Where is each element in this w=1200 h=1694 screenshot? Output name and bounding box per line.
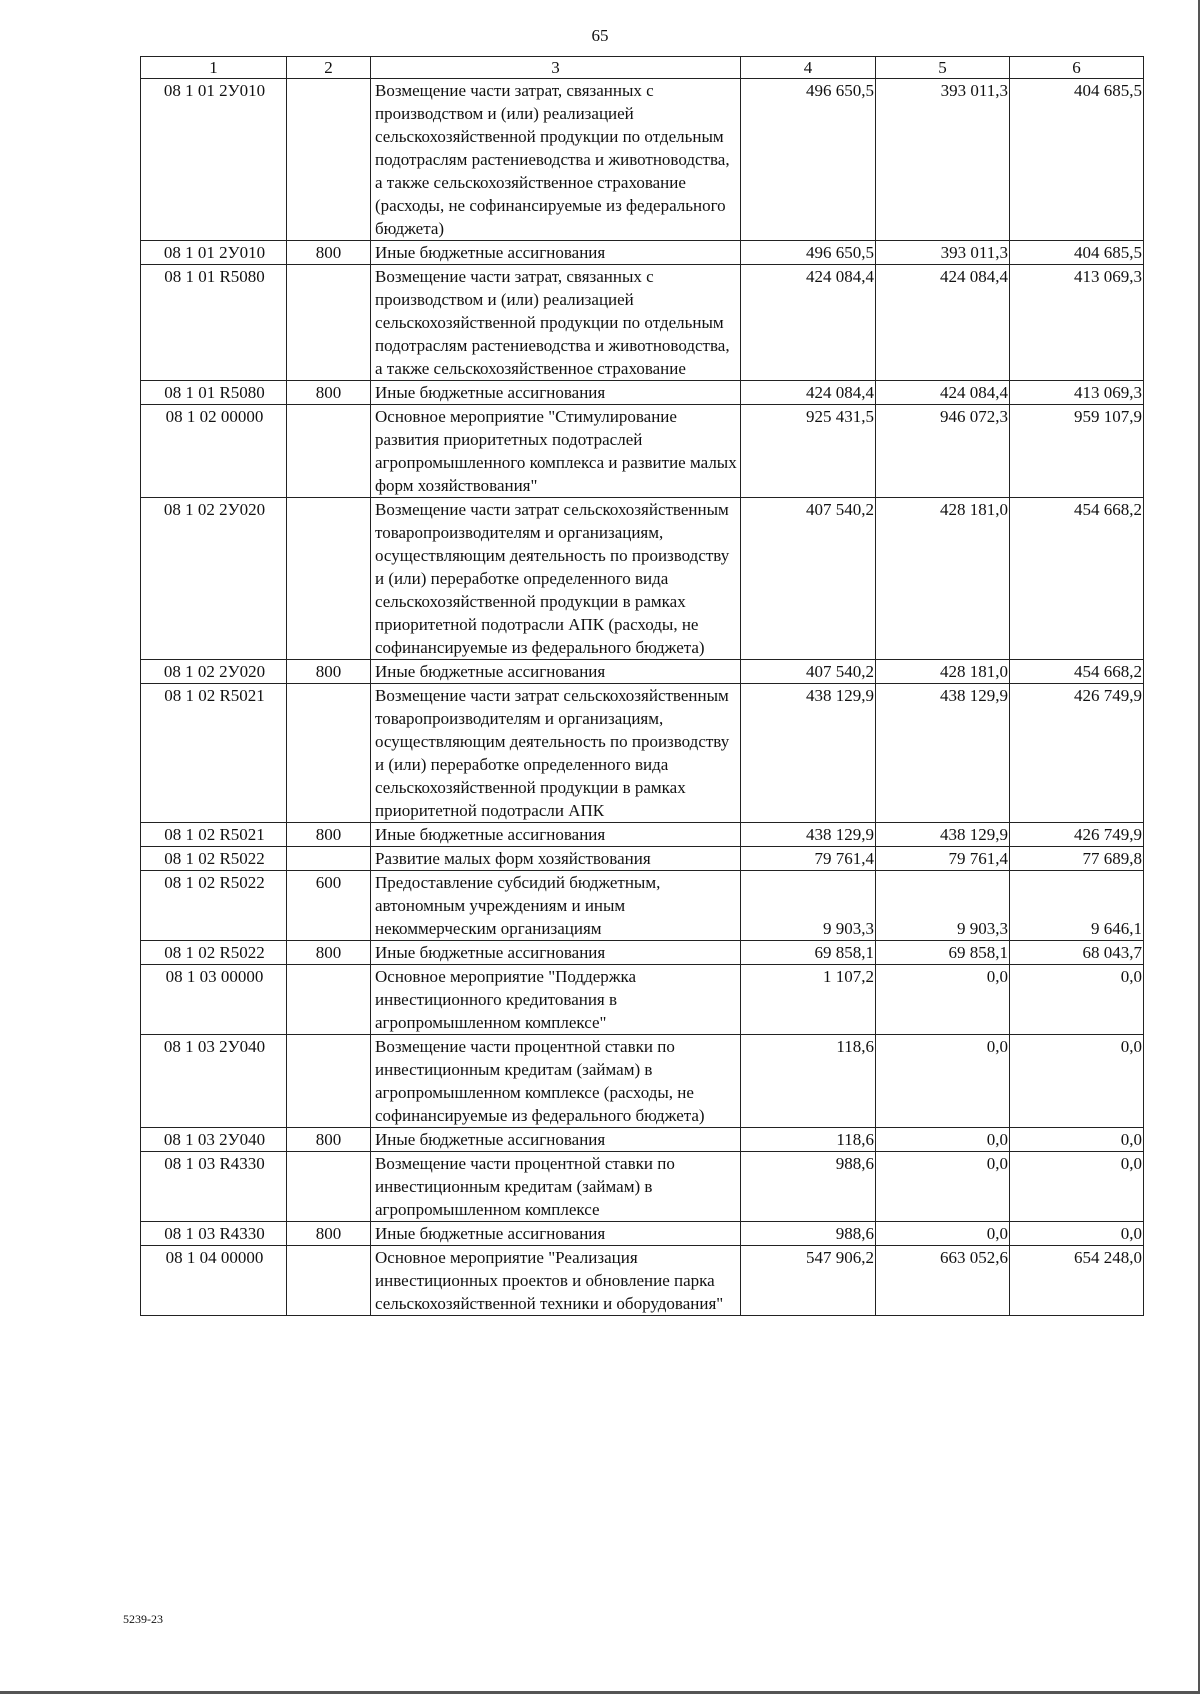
cell-name: Возмещение части затрат, связанных с производством и (или) реализацией сельскохозяйственной продукции по отдельным подотраслям растениеводства и животноводства, а также сельскохозяйственное страхование (расходы, не софинансируемые из федерального бюджета) <box>371 79 741 241</box>
table-row <box>141 941 1144 965</box>
cell-code: 08 1 03 R4330 <box>141 1222 287 1246</box>
cell-value-col5: 424 084,4 <box>876 381 1010 405</box>
cell-code: 08 1 02 R5021 <box>141 823 287 847</box>
cell-value-col6: 404 685,5 <box>1010 79 1144 241</box>
column-header-5: 5 <box>876 57 1010 79</box>
cell-expense-type: 600 <box>287 871 371 941</box>
cell-value-col6: 0,0 <box>1010 1035 1144 1128</box>
page-number: 65 <box>591 26 609 45</box>
cell-value-col4: 424 084,4 <box>741 265 876 381</box>
cell-value-col5: 438 129,9 <box>876 684 1010 823</box>
cell-value-col6: 959 107,9 <box>1010 405 1144 498</box>
table-row <box>141 871 1144 941</box>
cell-expense-type <box>287 965 371 1035</box>
cell-name: Иные бюджетные ассигнования <box>371 941 741 965</box>
cell-value-col5: 0,0 <box>876 1152 1010 1222</box>
cell-value-col5: 428 181,0 <box>876 498 1010 660</box>
cell-expense-type <box>287 1035 371 1128</box>
cell-value-col4: 496 650,5 <box>741 241 876 265</box>
cell-value-col5: 69 858,1 <box>876 941 1010 965</box>
cell-name: Иные бюджетные ассигнования <box>371 1222 741 1246</box>
cell-expense-type <box>287 405 371 498</box>
document-code: 5239-23 <box>123 1612 163 1626</box>
cell-value-col6: 454 668,2 <box>1010 660 1144 684</box>
column-header-3: 3 <box>371 57 741 79</box>
table-row <box>141 965 1144 1035</box>
table-row <box>141 498 1144 660</box>
cell-code: 08 1 02 R5021 <box>141 684 287 823</box>
cell-expense-type <box>287 847 371 871</box>
cell-expense-type: 800 <box>287 1222 371 1246</box>
cell-value-col4: 118,6 <box>741 1035 876 1128</box>
cell-name: Иные бюджетные ассигнования <box>371 381 741 405</box>
cell-name: Возмещение части затрат сельскохозяйственным товаропроизводителям и организациям, осуществляющим деятельность по производству и (или) переработке определенного вида сельскохозяйственной продукции в рамках приоритетной подотрасли АПК <box>371 684 741 823</box>
budget-table <box>140 56 1144 1316</box>
column-header-6: 6 <box>1010 57 1144 79</box>
cell-value-col5: 0,0 <box>876 1035 1010 1128</box>
cell-code: 08 1 01 R5080 <box>141 381 287 405</box>
cell-expense-type <box>287 79 371 241</box>
table-row <box>141 381 1144 405</box>
cell-value-col4: 118,6 <box>741 1128 876 1152</box>
cell-value-col6: 68 043,7 <box>1010 941 1144 965</box>
cell-expense-type: 800 <box>287 941 371 965</box>
cell-expense-type <box>287 1246 371 1316</box>
cell-value-col5: 0,0 <box>876 965 1010 1035</box>
cell-value-col5: 0,0 <box>876 1128 1010 1152</box>
cell-value-col5: 9 903,3 <box>876 871 1010 941</box>
cell-name: Предоставление субсидий бюджетным, автономным учреждениям и иным некоммерческим организациям <box>371 871 741 941</box>
cell-code: 08 1 02 00000 <box>141 405 287 498</box>
cell-value-col6: 0,0 <box>1010 1222 1144 1246</box>
cell-value-col6: 413 069,3 <box>1010 381 1144 405</box>
cell-value-col4: 547 906,2 <box>741 1246 876 1316</box>
cell-value-col4: 1 107,2 <box>741 965 876 1035</box>
cell-code: 08 1 03 R4330 <box>141 1152 287 1222</box>
cell-value-col4: 925 431,5 <box>741 405 876 498</box>
cell-code: 08 1 03 2У040 <box>141 1128 287 1152</box>
cell-value-col4: 9 903,3 <box>741 871 876 941</box>
cell-code: 08 1 03 2У040 <box>141 1035 287 1128</box>
cell-name: Иные бюджетные ассигнования <box>371 823 741 847</box>
cell-expense-type <box>287 1152 371 1222</box>
cell-value-col6: 413 069,3 <box>1010 265 1144 381</box>
cell-code: 08 1 01 R5080 <box>141 265 287 381</box>
table-row <box>141 241 1144 265</box>
table-row <box>141 405 1144 498</box>
cell-code: 08 1 03 00000 <box>141 965 287 1035</box>
cell-value-col6: 9 646,1 <box>1010 871 1144 941</box>
cell-name: Развитие малых форм хозяйствования <box>371 847 741 871</box>
column-header-2: 2 <box>287 57 371 79</box>
cell-value-col5: 438 129,9 <box>876 823 1010 847</box>
table-row <box>141 1152 1144 1222</box>
cell-name: Основное мероприятие "Реализация инвестиционных проектов и обновление парка сельскохозяйственной техники и оборудования" <box>371 1246 741 1316</box>
cell-value-col6: 426 749,9 <box>1010 823 1144 847</box>
cell-value-col5: 0,0 <box>876 1222 1010 1246</box>
cell-value-col5: 946 072,3 <box>876 405 1010 498</box>
cell-expense-type: 800 <box>287 1128 371 1152</box>
cell-value-col4: 496 650,5 <box>741 79 876 241</box>
table-row <box>141 1128 1144 1152</box>
cell-expense-type: 800 <box>287 381 371 405</box>
cell-expense-type <box>287 684 371 823</box>
column-header-4: 4 <box>741 57 876 79</box>
cell-name: Возмещение части процентной ставки по инвестиционным кредитам (займам) в агропромышленном комплексе (расходы, не софинансируемые из федерального бюджета) <box>371 1035 741 1128</box>
cell-value-col5: 393 011,3 <box>876 79 1010 241</box>
cell-value-col6: 654 248,0 <box>1010 1246 1144 1316</box>
table-row <box>141 823 1144 847</box>
cell-value-col4: 438 129,9 <box>741 823 876 847</box>
table-row <box>141 660 1144 684</box>
cell-value-col5: 663 052,6 <box>876 1246 1010 1316</box>
cell-value-col5: 428 181,0 <box>876 660 1010 684</box>
table-row <box>141 684 1144 823</box>
cell-value-col4: 438 129,9 <box>741 684 876 823</box>
cell-expense-type: 800 <box>287 823 371 847</box>
cell-value-col6: 77 689,8 <box>1010 847 1144 871</box>
cell-value-col6: 404 685,5 <box>1010 241 1144 265</box>
cell-expense-type: 800 <box>287 241 371 265</box>
table-row <box>141 265 1144 381</box>
cell-expense-type: 800 <box>287 660 371 684</box>
cell-code: 08 1 02 2У020 <box>141 660 287 684</box>
cell-name: Иные бюджетные ассигнования <box>371 241 741 265</box>
cell-value-col4: 69 858,1 <box>741 941 876 965</box>
cell-expense-type <box>287 498 371 660</box>
cell-value-col6: 426 749,9 <box>1010 684 1144 823</box>
cell-value-col4: 988,6 <box>741 1222 876 1246</box>
cell-value-col4: 407 540,2 <box>741 498 876 660</box>
cell-code: 08 1 02 R5022 <box>141 871 287 941</box>
cell-value-col6: 0,0 <box>1010 965 1144 1035</box>
cell-name: Иные бюджетные ассигнования <box>371 660 741 684</box>
table-body <box>141 79 1144 1316</box>
cell-value-col4: 424 084,4 <box>741 381 876 405</box>
cell-code: 08 1 02 R5022 <box>141 941 287 965</box>
cell-value-col5: 393 011,3 <box>876 241 1010 265</box>
cell-value-col4: 79 761,4 <box>741 847 876 871</box>
cell-code: 08 1 04 00000 <box>141 1246 287 1316</box>
table-row <box>141 1035 1144 1128</box>
cell-value-col4: 407 540,2 <box>741 660 876 684</box>
cell-code: 08 1 02 2У020 <box>141 498 287 660</box>
cell-name: Основное мероприятие "Поддержка инвестиционного кредитования в агропромышленном комплексе" <box>371 965 741 1035</box>
cell-code: 08 1 02 R5022 <box>141 847 287 871</box>
cell-name: Возмещение части затрат сельскохозяйственным товаропроизводителям и организациям, осуществляющим деятельность по производству и (или) переработке определенного вида сельскохозяйственной продукции в рамках приоритетной подотрасли АПК (расходы, не софинансируемые из федерального бюджета) <box>371 498 741 660</box>
cell-expense-type <box>287 265 371 381</box>
table-row <box>141 79 1144 241</box>
cell-name: Возмещение части процентной ставки по инвестиционным кредитам (займам) в агропромышленном комплексе <box>371 1152 741 1222</box>
table-row <box>141 847 1144 871</box>
cell-value-col6: 0,0 <box>1010 1128 1144 1152</box>
cell-name: Возмещение части затрат, связанных с производством и (или) реализацией сельскохозяйственной продукции по отдельным подотраслям растениеводства и животноводства, а также сельскохозяйственное страхование <box>371 265 741 381</box>
table-header-row <box>141 57 1144 79</box>
cell-code: 08 1 01 2У010 <box>141 79 287 241</box>
table-row <box>141 1222 1144 1246</box>
cell-value-col5: 424 084,4 <box>876 265 1010 381</box>
cell-code: 08 1 01 2У010 <box>141 241 287 265</box>
cell-value-col6: 454 668,2 <box>1010 498 1144 660</box>
cell-name: Основное мероприятие "Стимулирование развития приоритетных подотраслей агропромышленного комплекса и развитие малых форм хозяйствования" <box>371 405 741 498</box>
cell-name: Иные бюджетные ассигнования <box>371 1128 741 1152</box>
cell-value-col4: 988,6 <box>741 1152 876 1222</box>
column-header-1: 1 <box>141 57 287 79</box>
table-row <box>141 1246 1144 1316</box>
cell-value-col5: 79 761,4 <box>876 847 1010 871</box>
cell-value-col6: 0,0 <box>1010 1152 1144 1222</box>
